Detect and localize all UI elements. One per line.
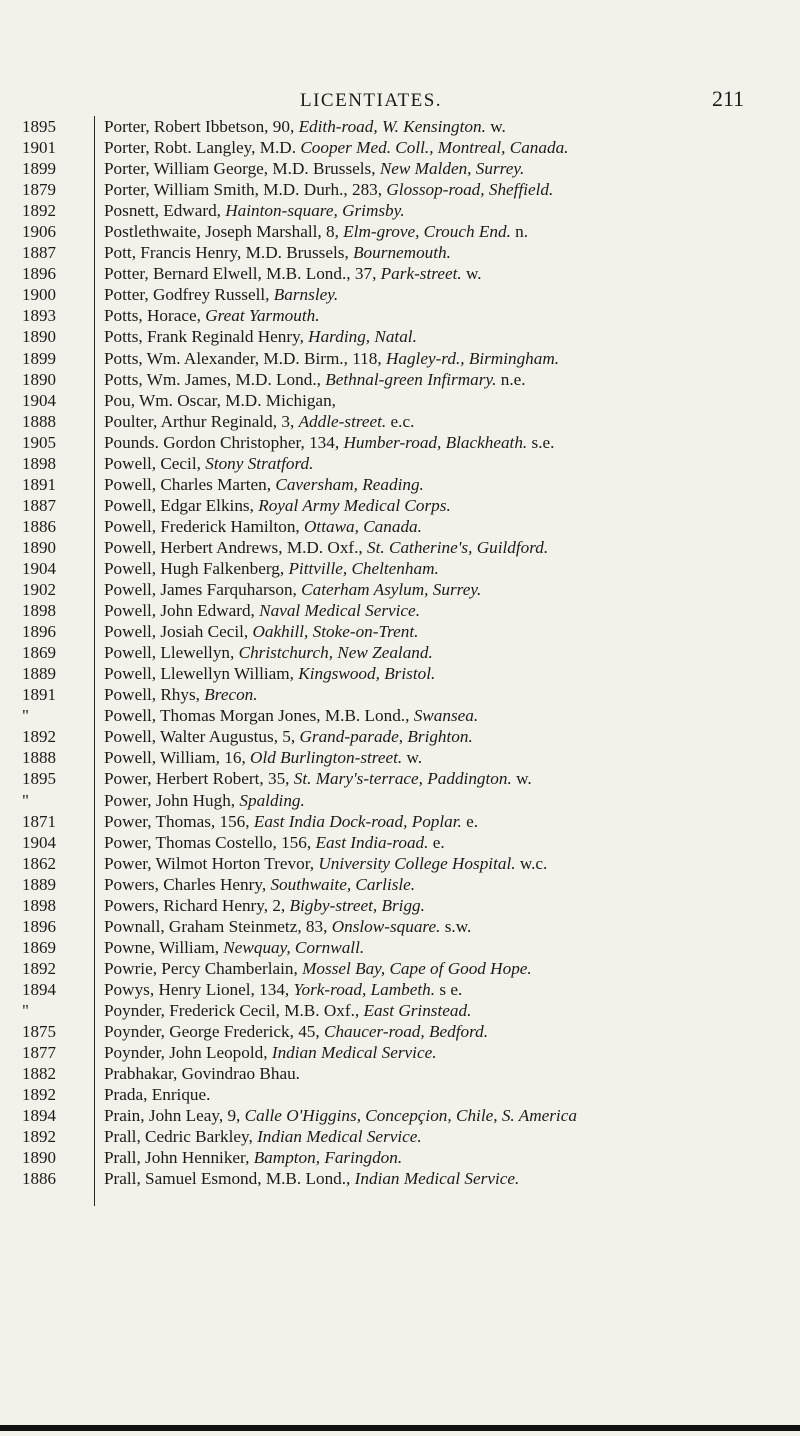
year-of-licence: 1904: [22, 390, 56, 410]
entry-name: Porter, William George, M.D. Brussels,: [104, 159, 380, 179]
entry-text: [104, 579, 780, 600]
entry-name: Powell, Charles Marten,: [104, 474, 276, 494]
list-item: [0, 979, 800, 1000]
list-item: [0, 1042, 800, 1063]
list-item: [0, 137, 800, 158]
list-item: [0, 369, 800, 390]
entry-name: Prall, John Henniker,: [104, 1148, 254, 1168]
entry-name: Prabhakar, Govindrao Bhau.: [104, 1064, 300, 1084]
list-item: [0, 1126, 800, 1147]
entry-name: Potts, Wm. Alexander, M.D. Birm., 118,: [104, 348, 386, 368]
entry-text: [104, 916, 780, 937]
entry-text: [104, 895, 780, 916]
entry-address: Calle O'Higgins, Concepçion, Chile, S. America: [244, 1106, 577, 1126]
entry-address: Chaucer-road, Bedford.: [324, 1022, 489, 1042]
entry-name: Prada, Enrique.: [104, 1085, 211, 1105]
entry-text: [104, 1147, 780, 1168]
entry-address: Southwaite, Carlisle.: [270, 874, 416, 894]
entry-name: Pounds. Gordon Christopher, 134,: [104, 432, 344, 452]
entry-text: [104, 453, 780, 474]
list-item: [0, 1147, 800, 1168]
entry-address: Bethnal-green Infirmary.: [325, 369, 497, 389]
entry-name: Prain, John Leay, 9,: [104, 1106, 245, 1126]
entry-text: [104, 663, 780, 684]
entry-text: [104, 979, 780, 1000]
entry-address: Great Yarmouth.: [205, 306, 320, 326]
year-of-licence: 1898: [22, 895, 56, 915]
list-item: [0, 116, 800, 137]
entry-text: [104, 1000, 780, 1021]
licentiates-list: [0, 116, 800, 1189]
entry-address: Addle-street.: [298, 411, 387, 431]
entry-name: Powell, James Farquharson,: [104, 580, 302, 600]
year-of-licence: 1889: [22, 874, 56, 894]
entry-address: East India Dock-road, Poplar.: [253, 811, 462, 831]
entry-name: Posnett, Edward,: [104, 201, 226, 221]
entry-address: Pittville, Cheltenham.: [288, 558, 439, 578]
year-of-licence: 1877: [22, 1043, 56, 1063]
list-item: [0, 684, 800, 705]
entry-name: Powell, Herbert Andrews, M.D. Oxf.,: [104, 537, 368, 557]
entry-district: s.e.: [527, 432, 555, 452]
entry-text: [104, 853, 780, 874]
year-of-licence: 1894: [22, 1106, 56, 1126]
entry-name: Potts, Horace,: [104, 306, 206, 326]
entry-district: e.: [428, 832, 445, 852]
entry-text: [104, 158, 780, 179]
entry-text: [104, 1126, 780, 1147]
list-item: [0, 179, 800, 200]
entry-text: [104, 200, 780, 221]
entry-text: [104, 263, 780, 284]
list-item: [0, 958, 800, 979]
entry-name: Powers, Richard Henry, 2,: [104, 895, 290, 915]
entry-name: Potter, Godfrey Russell,: [104, 285, 274, 305]
entry-address: Caversham, Reading.: [275, 474, 424, 494]
page-number: 211: [712, 86, 745, 111]
entry-district: w.: [461, 264, 482, 284]
list-item: [0, 200, 800, 221]
year-of-licence: 1892: [22, 1085, 56, 1105]
list-item: [0, 768, 800, 789]
entry-text: [104, 474, 780, 495]
entry-name: Pownall, Graham Steinmetz, 83,: [104, 916, 332, 936]
entry-name: Powell, Frederick Hamilton,: [104, 516, 305, 536]
year-of-licence: 1888: [22, 411, 56, 431]
year-of-licence: 1891: [22, 685, 56, 705]
year-of-licence: 1898: [22, 601, 56, 621]
entry-district: e.c.: [386, 411, 415, 431]
entry-name: Porter, Robt. Langley, M.D.: [104, 138, 301, 158]
year-of-licence: 1862: [22, 853, 56, 873]
year-of-licence: 1875: [22, 1022, 56, 1042]
entry-address: Christchurch, New Zealand.: [238, 643, 433, 663]
entry-text: [104, 811, 780, 832]
entry-address: Humber-road, Blackheath.: [343, 432, 528, 452]
entry-text: [104, 137, 780, 158]
entry-address: Bigby-street, Brigg.: [289, 895, 425, 915]
entry-name: Powell, Cecil,: [104, 453, 206, 473]
entry-text: [104, 600, 780, 621]
entry-text: [104, 1084, 780, 1105]
entry-address: Cooper Med. Coll., Montreal, Canada.: [300, 138, 569, 158]
entry-text: [104, 516, 780, 537]
year-of-licence: 1906: [22, 222, 56, 242]
year-of-licence: 1895: [22, 769, 56, 789]
year-of-licence: 1886: [22, 1169, 56, 1189]
entry-district: e.: [461, 811, 479, 831]
year-of-licence: 1899: [22, 348, 56, 368]
list-item: [0, 284, 800, 305]
year-of-licence: 1890: [22, 537, 56, 557]
year-of-licence: 1891: [22, 474, 56, 494]
entry-address: Old Burlington-street.: [250, 748, 403, 768]
entry-address: St. Mary's-terrace, Paddington.: [293, 769, 512, 789]
entry-name: Powell, Thomas Morgan Jones, M.B. Lond.,: [104, 706, 414, 726]
entry-address: Bampton, Faringdon.: [253, 1148, 403, 1168]
entry-name: Poulter, Arthur Reginald, 3,: [104, 411, 299, 431]
entry-text: [104, 705, 780, 726]
entry-name: Powell, Edgar Elkins,: [104, 495, 259, 515]
entry-name: Prall, Cedric Barkley,: [104, 1127, 258, 1147]
entry-name: Prall, Samuel Esmond, M.B. Lond.,: [104, 1169, 355, 1189]
year-of-licence: 1892: [22, 958, 56, 978]
entry-address: Park-street.: [380, 264, 462, 284]
entry-address: Bournemouth.: [353, 243, 451, 263]
entry-text: [104, 284, 780, 305]
year-of-licence: 1888: [22, 748, 56, 768]
list-item: [0, 1105, 800, 1126]
list-item: [0, 747, 800, 768]
entry-address: New Malden, Surrey.: [379, 159, 525, 179]
entry-text: [104, 179, 780, 200]
entry-text: [104, 726, 780, 747]
entry-address: Kingswood, Bristol.: [298, 664, 436, 684]
list-item: [0, 432, 800, 453]
year-of-licence: 1899: [22, 159, 56, 179]
list-item: [0, 621, 800, 642]
entry-address: Swansea.: [413, 706, 479, 726]
entry-address: Royal Army Medical Corps.: [258, 495, 451, 515]
year-of-licence: 1890: [22, 327, 56, 347]
entry-address: Stony Stratford.: [205, 453, 314, 473]
entry-address: Caterham Asylum, Surrey.: [301, 580, 482, 600]
entry-district: w.: [511, 769, 532, 789]
list-item: [0, 811, 800, 832]
year-of-licence: 1904: [22, 558, 56, 578]
entry-text: [104, 242, 780, 263]
list-item: [0, 495, 800, 516]
year-of-licence: 1892: [22, 1127, 56, 1147]
list-item: [0, 705, 800, 726]
entry-text: [104, 495, 780, 516]
list-item: [0, 579, 800, 600]
entry-address: Elm-grove, Crouch End.: [343, 222, 511, 242]
entry-name: Porter, William Smith, M.D. Durh., 283,: [104, 180, 387, 200]
year-of-licence: 1869: [22, 937, 56, 957]
list-item: [0, 600, 800, 621]
entry-name: Poynder, George Frederick, 45,: [104, 1022, 324, 1042]
entry-address: Harding, Natal.: [308, 327, 417, 347]
year-of-licence: 1898: [22, 453, 56, 473]
entry-name: Power, Wilmot Horton Trevor,: [104, 853, 319, 873]
entry-text: [104, 937, 780, 958]
entry-name: Powrie, Percy Chamberlain,: [104, 958, 303, 978]
entry-text: [104, 369, 780, 390]
entry-address: Hainton-square, Grimsby.: [225, 201, 405, 221]
list-item: [0, 642, 800, 663]
entry-text: [104, 642, 780, 663]
list-item: [0, 221, 800, 242]
entry-address: Indian Medical Service.: [257, 1127, 422, 1147]
entry-text: [104, 621, 780, 642]
entry-address: Newquay, Cornwall.: [223, 937, 365, 957]
entry-name: Pou, Wm. Oscar, M.D. Michigan,: [104, 390, 336, 410]
list-item: [0, 1000, 800, 1021]
entry-name: Poynder, Frederick Cecil, M.B. Oxf.,: [104, 1000, 364, 1020]
entry-text: [104, 411, 780, 432]
list-item: [0, 874, 800, 895]
entry-name: Powys, Henry Lionel, 134,: [104, 979, 294, 999]
year-of-licence: 1879: [22, 180, 56, 200]
entry-name: Power, Herbert Robert, 35,: [104, 769, 294, 789]
entry-address: Onslow-square.: [331, 916, 441, 936]
list-item: [0, 663, 800, 684]
entry-address: Indian Medical Service.: [354, 1169, 520, 1189]
entry-name: Potts, Frank Reginald Henry,: [104, 327, 309, 347]
entry-address: Mossel Bay, Cape of Good Hope.: [302, 958, 532, 978]
entry-district: w.: [485, 117, 506, 136]
year-of-licence: 1887: [22, 243, 56, 263]
year-of-licence: 1895: [22, 117, 56, 136]
year-of-licence: 1871: [22, 811, 56, 831]
entry-text: [104, 832, 780, 853]
list-item: [0, 326, 800, 347]
entry-text: [104, 558, 780, 579]
entry-address: Hagley-rd., Birmingham.: [385, 348, 560, 368]
entry-name: Powell, Llewellyn William,: [104, 664, 299, 684]
entry-address: Naval Medical Service.: [259, 601, 420, 621]
entry-district: w.: [402, 748, 423, 768]
year-of-licence: 1894: [22, 979, 56, 999]
list-item: [0, 411, 800, 432]
entry-name: Power, Thomas, 156,: [104, 811, 254, 831]
entry-text: [104, 221, 780, 242]
year-of-licence: 1896: [22, 916, 56, 936]
entry-name: Power, John Hugh,: [104, 790, 240, 810]
list-item: [0, 474, 800, 495]
year-of-licence: 1890: [22, 1148, 56, 1168]
entry-text: [104, 958, 780, 979]
list-item: [0, 853, 800, 874]
entry-address: Barnsley.: [273, 285, 339, 305]
year-of-licence: ": [22, 790, 29, 810]
list-item: [0, 1063, 800, 1084]
entry-name: Pott, Francis Henry, M.D. Brussels,: [104, 243, 354, 263]
year-of-licence: 1896: [22, 622, 56, 642]
entry-district: n.e.: [496, 369, 526, 389]
year-of-licence: ": [22, 1000, 29, 1020]
list-item: [0, 916, 800, 937]
entry-address: Grand-parade, Brighton.: [299, 727, 473, 747]
list-item: [0, 537, 800, 558]
entry-address: Ottawa, Canada.: [304, 516, 422, 536]
year-of-licence: 1905: [22, 432, 56, 452]
entry-text: [104, 1105, 780, 1126]
list-item: [0, 390, 800, 411]
entry-text: [104, 1063, 780, 1084]
entry-address: University College Hospital.: [318, 853, 516, 873]
entry-name: Poynder, John Leopold,: [104, 1043, 272, 1063]
year-of-licence: 1887: [22, 495, 56, 515]
year-of-licence: 1869: [22, 643, 56, 663]
list-item: [0, 1084, 800, 1105]
entry-text: [104, 790, 780, 811]
year-of-licence: 1900: [22, 285, 56, 305]
entry-name: Powell, Walter Augustus, 5,: [104, 727, 300, 747]
entry-name: Potter, Bernard Elwell, M.B. Lond., 37,: [104, 264, 381, 284]
bottom-rule: [0, 1425, 800, 1431]
entry-text: [104, 348, 780, 369]
year-of-licence: 1902: [22, 580, 56, 600]
entry-text: [104, 1042, 780, 1063]
year-of-licence: 1889: [22, 664, 56, 684]
running-title: LICENTIATES.: [300, 90, 443, 111]
entry-address: Glossop-road, Sheffield.: [386, 180, 554, 200]
entry-address: Oakhill, Stoke-on-Trent.: [252, 622, 419, 642]
list-item: [0, 726, 800, 747]
entry-address: Edith-road, W. Kensington.: [298, 117, 486, 136]
list-item: [0, 453, 800, 474]
entry-name: Powell, Rhys,: [104, 685, 205, 705]
list-item: [0, 158, 800, 179]
list-item: [0, 832, 800, 853]
entry-name: Powell, William, 16,: [104, 748, 251, 768]
list-item: [0, 305, 800, 326]
entry-address: Brecon.: [204, 685, 258, 705]
entry-name: Powell, Hugh Falkenberg,: [104, 558, 289, 578]
entry-name: Powell, Llewellyn,: [104, 643, 239, 663]
list-item: [0, 516, 800, 537]
year-of-licence: 1892: [22, 727, 56, 747]
entry-district: w.c.: [515, 853, 548, 873]
list-item: [0, 1021, 800, 1042]
year-of-licence: 1901: [22, 138, 56, 158]
entry-text: [104, 326, 780, 347]
year-of-licence: 1893: [22, 306, 56, 326]
year-of-licence: ": [22, 706, 29, 726]
year-of-licence: 1896: [22, 264, 56, 284]
entry-text: [104, 390, 780, 411]
entry-text: [104, 537, 780, 558]
entry-district: s.w.: [440, 916, 472, 936]
entry-address: York-road, Lambeth.: [293, 979, 436, 999]
year-of-licence: 1882: [22, 1064, 56, 1084]
list-item: [0, 348, 800, 369]
entry-district: n.: [510, 222, 529, 242]
entry-name: Powell, John Edward,: [104, 601, 260, 621]
year-of-licence: 1886: [22, 516, 56, 536]
entry-name: Powne, William,: [104, 937, 224, 957]
list-item: [0, 558, 800, 579]
list-item: [0, 263, 800, 284]
year-of-licence: 1890: [22, 369, 56, 389]
year-of-licence: 1904: [22, 832, 56, 852]
entry-text: [104, 432, 780, 453]
list-item: [0, 790, 800, 811]
entry-address: Indian Medical Service.: [271, 1043, 437, 1063]
entry-name: Potts, Wm. James, M.D. Lond.,: [104, 369, 326, 389]
list-item: [0, 895, 800, 916]
entry-text: [104, 747, 780, 768]
list-item: [0, 1168, 800, 1189]
entry-address: East India-road.: [315, 832, 429, 852]
entry-text: [104, 684, 780, 705]
entry-name: Powers, Charles Henry,: [104, 874, 271, 894]
entry-address: Spalding.: [239, 790, 305, 810]
list-item: [0, 242, 800, 263]
list-item: [0, 937, 800, 958]
entry-text: [104, 768, 780, 789]
entry-address: St. Catherine's, Guildford.: [367, 537, 549, 557]
entry-text: [104, 1021, 780, 1042]
entry-name: Porter, Robert Ibbetson, 90,: [104, 117, 299, 136]
entry-text: [104, 116, 780, 137]
entry-address: East Grinstead.: [363, 1000, 472, 1020]
entry-text: [104, 305, 780, 326]
entry-name: Powell, Josiah Cecil,: [104, 622, 253, 642]
entry-text: [104, 874, 780, 895]
entry-name: Postlethwaite, Joseph Marshall, 8,: [104, 222, 344, 242]
entry-name: Power, Thomas Costello, 156,: [104, 832, 316, 852]
year-of-licence: 1892: [22, 201, 56, 221]
entry-district: s e.: [435, 979, 463, 999]
entry-text: [104, 1168, 780, 1189]
